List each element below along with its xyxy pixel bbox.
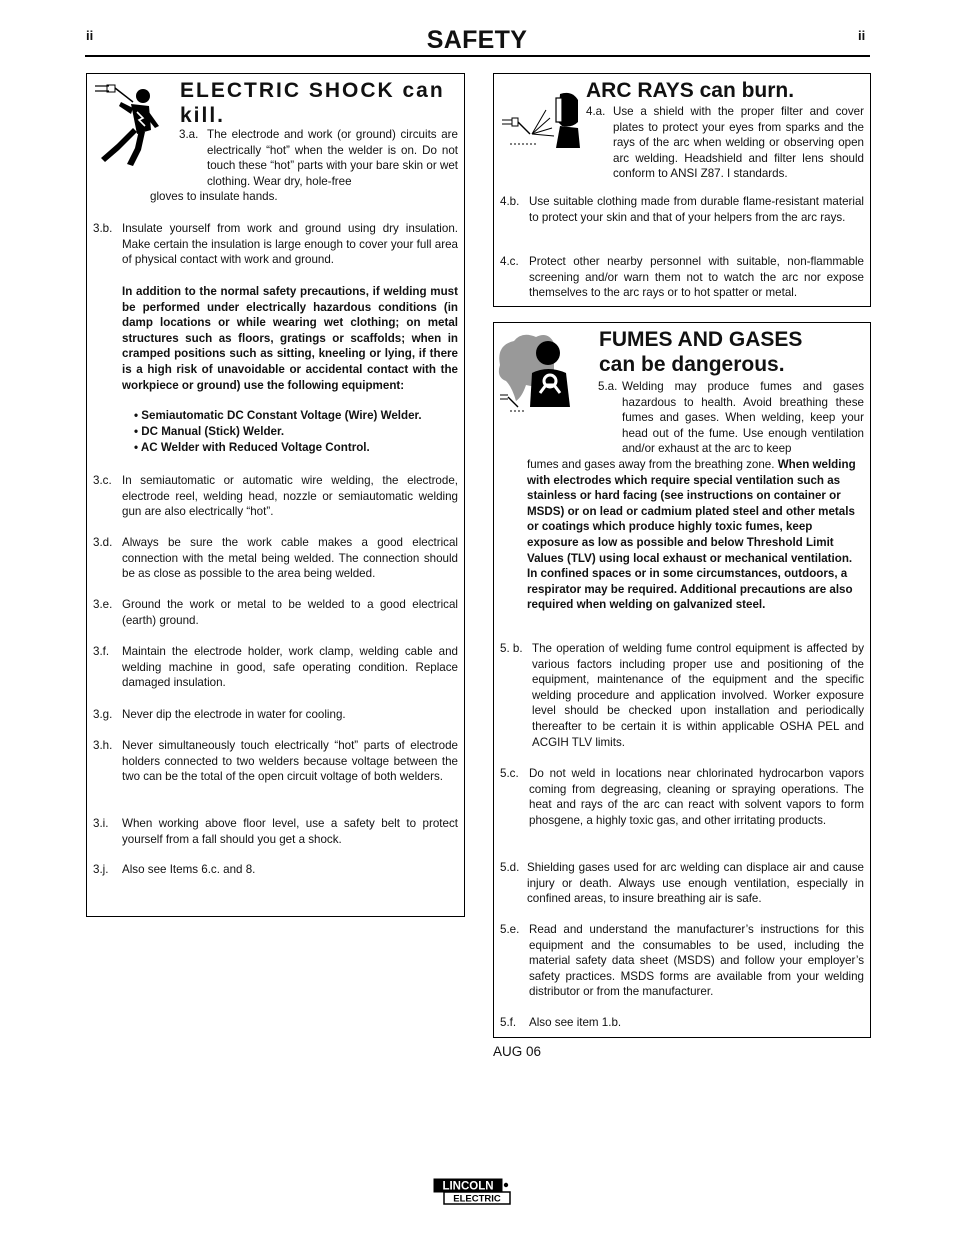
fumes-gases-icon [496, 331, 588, 415]
item-5e-text: Read and understand the manufacturer’s instructions for this equipment and the consumables to be used, including the material safety data sheet (MSDS) and follow your employer’s safety practices. MSDS forms are available from your welding distributor or from the manufacturer. [529, 923, 864, 999]
item-5d-text: Shielding gases used for arc welding can displace air and cause injury or death. Always use enough ventilation, especially in confined areas, to insure breathing air is safe. [527, 861, 864, 906]
item-3i-text: When working above floor level, use a safety belt to protect yourself from a fall should you get a shock. [122, 817, 458, 846]
item-3d-text: Always be sure the work cable makes a good electrical connection with the metal being welded. The connection should be as close as possible to the area being welded. [122, 536, 458, 581]
electric-shock-heading: ELECTRIC SHOCK can kill. [180, 79, 445, 127]
item-4b-number: 4.b. [500, 195, 520, 208]
item-3e-text: Ground the work or metal to be welded to a good electrical (earth) ground. [122, 598, 458, 627]
item-3b-number: 3.b. [93, 222, 113, 235]
item-3c-number: 3.c. [93, 474, 112, 487]
fumes-gases-section [493, 322, 871, 1038]
item-5a-text-bold: When welding with electrodes which require special ventilation such as stainless or hard facing (see instructions on container or MSDS) or on lead or cadmium plated steel and other metals or coatings which produce highly toxic fumes, keep exposure as low as possible and below Threshold Limit Values (TLV) using local exhaust or mechanical ventilation. In confined spaces or in some circumstances, outdoors, a respirator may be required. Additional precautions are also required when welding on galvanized steel. [527, 458, 856, 612]
item-5e-number: 5.e. [500, 923, 520, 936]
item-3j-number: 3.j. [93, 863, 109, 876]
electric-shock-icon [93, 82, 165, 168]
arc-rays-section [493, 73, 871, 307]
item-4a-text: Use a shield with the proper filter and cover plates to protect your eyes from sparks and the rays of the arc when welding or observing open arc welding. Headshield and filter lens should conform to ANSI Z87. I standards. [613, 105, 864, 181]
equipment-bullet-list [134, 408, 422, 456]
item-3b-text: Insulate yourself from work and ground using dry insulation. Make certain the insulation is large enough to cover your full area of physical contact with work and ground. [122, 222, 458, 267]
item-5b-text: The operation of welding fume control equipment is affected by various factors including proper use and positioning of the equipment, maintenance of the equipment and the specific welding procedure and application involved. Worker exposure level should be checked upon installation and periodically thereafter to be certain it is within applicable OSHA PEL and ACGIH TLV limits. [532, 642, 864, 749]
fumes-heading-line-1: FUMES AND GASES [599, 328, 803, 351]
item-4c-text: Protect other nearby personnel with suitable, non-flammable screening and/or warn them not to watch the arc nor expose themselves to the arc rays or to hot spatter or metal. [529, 255, 864, 300]
item-3h-text: Never simultaneously touch electrically “hot” parts of electrode holders connected to two welders because voltage between the two can be the total of the open circuit voltage of both welders. [122, 739, 458, 784]
item-3c-text: In semiautomatic or automatic wire welding, the electrode, electrode reel, welding head, nozzle or semiautomatic welding gun are also electrically “hot”. [122, 474, 458, 519]
arc-rays-heading: ARC RAYS can burn. [586, 79, 795, 102]
item-3j-text: Also see Items 6.c. and 8. [122, 863, 256, 876]
item-5f-number: 5.f. [500, 1016, 517, 1029]
arc-rays-icon [498, 88, 582, 150]
item-5d-number: 5.d. [500, 861, 520, 874]
item-3f-number: 3.f. [93, 645, 110, 658]
item-5c-text: Do not weld in locations near chlorinated hydrocarbon vapors coming from degreasing, cleaning or spraying operations. The heat and rays of the arc can react with solvent vapors to form phosgene, a highly toxic gas, and other irritating products. [529, 767, 864, 827]
item-4c-number: 4.c. [500, 255, 519, 268]
logo-text-top: LINCOLN [442, 1180, 494, 1193]
item-5a-text: Welding may produce fumes and gases hazardous to health. Avoid breathing these fumes and gases. When welding, keep your head out of the fume. Use enough ventilation and/or exhaust at the arc to keep [622, 380, 864, 456]
item-3h-number: 3.h. [93, 739, 113, 752]
page-number-left: ii [86, 28, 94, 43]
item-3d-number: 3.d. [93, 536, 113, 549]
header-rule [85, 55, 870, 57]
item-4a-number: 4.a. [586, 105, 606, 118]
item-5b-number: 5. b. [500, 642, 523, 655]
item-3a-text: The electrode and work (or ground) circuits are electrically “hot” when the welder is on. Do not touch these “hot” parts with your bare skin or wet clothing. Wear dry, hole-free [207, 128, 458, 188]
item-5a-number: 5.a. [598, 380, 618, 393]
item-3a-text-cont: gloves to insulate hands. [150, 190, 278, 203]
item-5c-number: 5.c. [500, 767, 519, 780]
bullet-item: • Semiautomatic DC Constant Voltage (Wire) Welder. [134, 409, 422, 422]
revision-date: AUG 06 [493, 1044, 542, 1059]
lincoln-electric-logo [433, 1178, 513, 1208]
fumes-heading-line-2: can be dangerous. [599, 353, 785, 376]
page-title: SAFETY [426, 26, 528, 54]
item-3f-text: Maintain the electrode holder, work clamp, welding cable and welding machine in good, safe operating condition. Replace damaged insulation. [122, 645, 458, 690]
item-3g-number: 3.g. [93, 708, 113, 721]
bullet-item: • AC Welder with Reduced Voltage Control. [134, 441, 370, 454]
item-3b-bold-text: In addition to the normal safety precautions, if welding must be performed under electrically hazardous conditions (in damp locations or while wearing wet clothing; on metal structures such as floors, gratings or scaffolds; when in cramped positions such as sitting, kneeling or lying, if there is a high risk of unavoidable or accidental contact with the workpiece or ground) use the following equipment: [122, 285, 458, 392]
item-3i-number: 3.i. [93, 817, 109, 830]
item-5f-text: Also see item 1.b. [529, 1016, 622, 1029]
electric-shock-section [86, 73, 465, 917]
item-4b-text: Use suitable clothing made from durable flame-resistant material to protect your skin and that of your helpers from the arc rays. [529, 195, 864, 224]
logo-text-bottom: ELECTRIC [453, 1193, 501, 1205]
item-3a-number: 3.a. [179, 128, 199, 141]
item-3e-number: 3.e. [93, 598, 113, 611]
item-5a-text-cont-normal: fumes and gases away from the breathing zone. [527, 458, 775, 471]
item-3g-text: Never dip the electrode in water for cooling. [122, 708, 346, 721]
page-number-right: ii [858, 28, 866, 43]
item-5a-text-cont [527, 457, 864, 613]
bullet-item: • DC Manual (Stick) Welder. [134, 425, 285, 438]
